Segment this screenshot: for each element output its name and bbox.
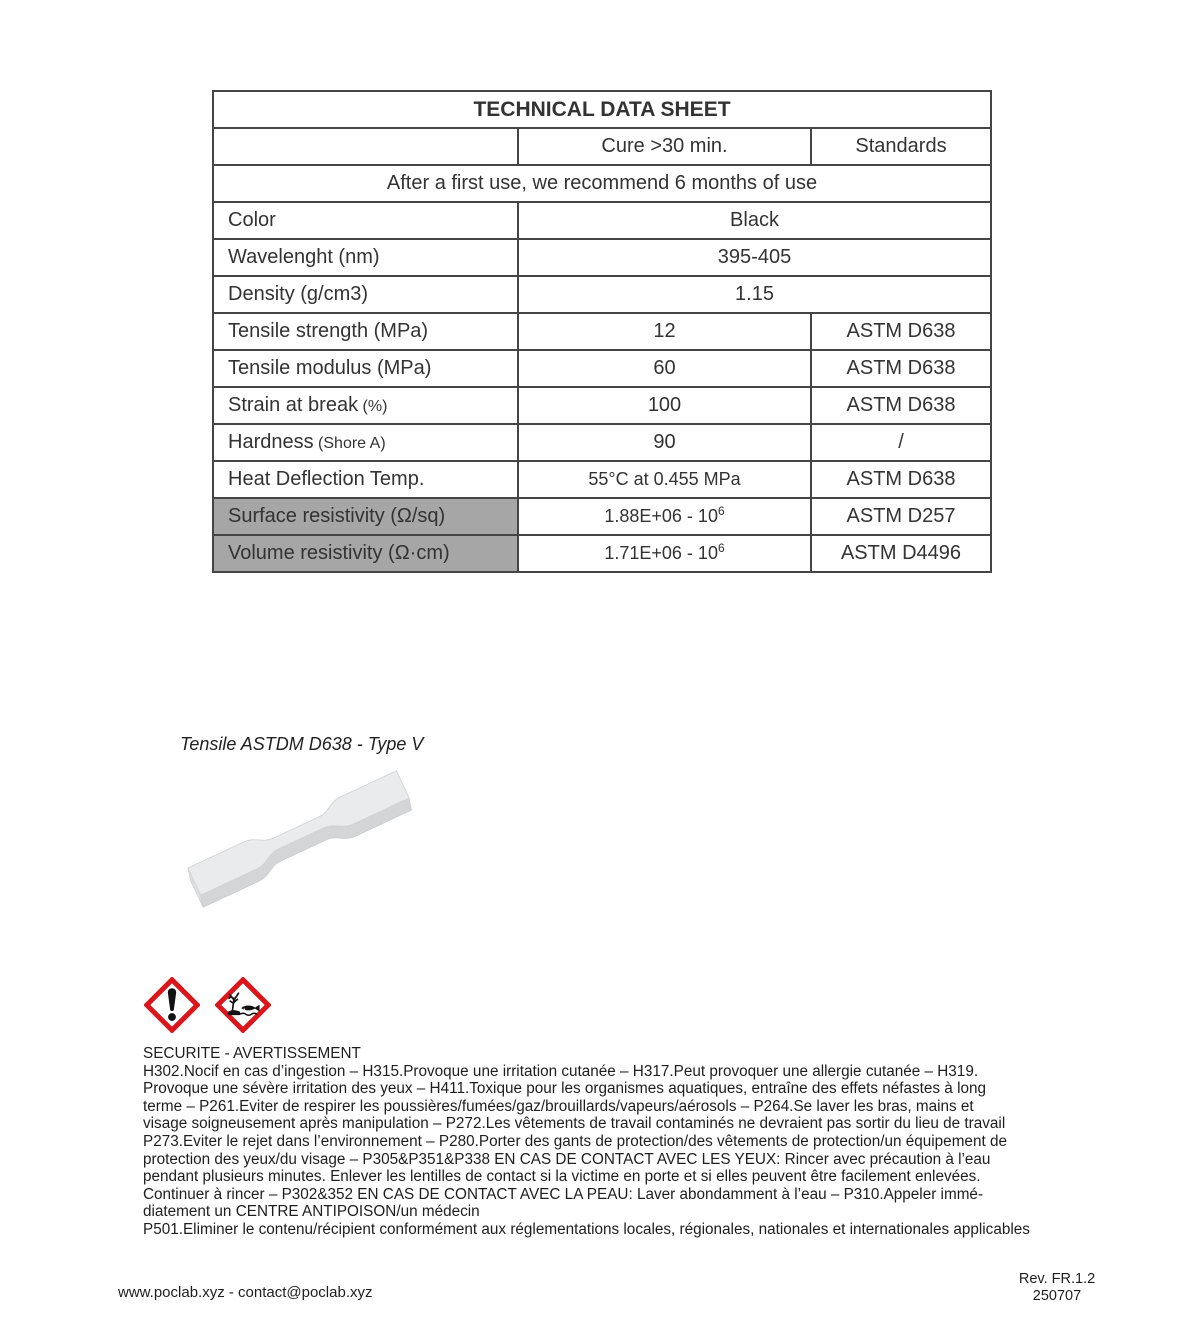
value-superscript: 6 (717, 541, 725, 555)
property-label: Tensile strength (MPa) (213, 313, 518, 350)
safety-heading: SECURITE - AVERTISSEMENT (143, 1045, 361, 1062)
safety-section (143, 1045, 1030, 1239)
property-label-note: (Shore A) (313, 435, 386, 452)
standard-value: ASTM D638 (811, 461, 991, 498)
standard-value: ASTM D638 (811, 387, 991, 424)
table-title: TECHNICAL DATA SHEET (213, 91, 991, 128)
property-value: 395-405 (518, 239, 991, 276)
safety-text-line: visage soigneusement après manipulation – P272.Les vêtements de travail contaminés ne devraient pas sortir du lieu de travail (143, 1115, 1006, 1133)
table-row (213, 313, 991, 350)
table-row (213, 387, 991, 424)
property-value: Black (518, 202, 991, 239)
property-label: Strain at break (%) (213, 387, 518, 424)
standard-value: ASTM D638 (811, 313, 991, 350)
table-row (213, 239, 991, 276)
footer-contact: www.poclab.xyz - contact@poclab.xyz (118, 1284, 373, 1301)
table-row (213, 535, 991, 572)
property-label: Tensile modulus (MPa) (213, 350, 518, 387)
standard-value: ASTM D4496 (811, 535, 991, 572)
footer-revision-date: 250707 (1032, 1288, 1082, 1304)
property-value: 55°C at 0.455 MPa (518, 461, 811, 498)
table-body (213, 202, 991, 572)
table-header-row (213, 128, 991, 165)
table-note: After a first use, we recommend 6 months of use (213, 165, 991, 202)
header-property-cell (213, 128, 518, 165)
standard-value: ASTM D257 (811, 498, 991, 535)
property-label-note: (%) (358, 398, 388, 415)
property-value: 90 (518, 424, 811, 461)
environment-hazard-icon (215, 977, 271, 1033)
property-value: 1.15 (518, 276, 991, 313)
table-row (213, 276, 991, 313)
property-value: 12 (518, 313, 811, 350)
safety-text-line: pendant plusieurs minutes. Enlever les lentilles de contact si la victime en porte et si elles peuvent être facilement enlevées. (143, 1168, 981, 1186)
property-label: Hardness (Shore A) (213, 424, 518, 461)
safety-text-line: Continuer à rincer – P302&352 EN CAS DE CONTACT AVEC LA PEAU: Laver abondamment à l’eau – P310.Appeler immé- (143, 1185, 984, 1203)
specimen-caption: Tensile ASTDM D638 - Type V (180, 734, 424, 754)
property-value: 100 (518, 387, 811, 424)
table-note-row (213, 165, 991, 202)
table-row (213, 498, 991, 535)
table-row (213, 424, 991, 461)
dogbone-specimen-image (178, 766, 418, 916)
safety-text-line: diatement un CENTRE ANTIPOISON/un médecin (143, 1203, 480, 1221)
safety-text-line: Provoque une sévère irritation des yeux – H411.Toxique pour les organismes aquatiques, entraîne des effets néfastes à long (143, 1080, 986, 1098)
safety-text-line: H302.Nocif en cas d’ingestion – H315.Provoque une irritation cutanée – H317.Peut provoquer une allergie cutanée – H319. (143, 1062, 979, 1080)
table-row (213, 461, 991, 498)
table-row (213, 350, 991, 387)
property-label: Surface resistivity (Ω/sq) (213, 498, 518, 535)
property-label: Color (213, 202, 518, 239)
technical-data-table (212, 90, 992, 573)
safety-text-line: P273.Eviter le rejet dans l’environnement – P280.Porter des gants de protection/des vêtements de protection/un équipement de (143, 1132, 1007, 1150)
header-cure-cell: Cure >30 min. (518, 128, 811, 165)
property-value: 60 (518, 350, 811, 387)
property-label: Wavelenght (nm) (213, 239, 518, 276)
value-superscript: 6 (717, 504, 725, 518)
standard-value: / (811, 424, 991, 461)
safety-text-line: protection des yeux/du visage – P305&P351&P338 EN CAS DE CONTACT AVEC LES YEUX: Rincer avec précaution à l’eau (143, 1150, 991, 1168)
specimen-top-face (188, 771, 409, 895)
table-title-row (213, 91, 991, 128)
footer-revision: Rev. FR.1.2 (1018, 1271, 1096, 1287)
standard-value: ASTM D638 (811, 350, 991, 387)
property-label: Volume resistivity (Ω·cm) (213, 535, 518, 572)
safety-text-line: P501.Eliminer le contenu/récipient conformément aux réglementations locales, régionales, nationales et internationales applicables (143, 1220, 1030, 1238)
property-label: Density (g/cm3) (213, 276, 518, 313)
table-row (213, 202, 991, 239)
header-standards-cell: Standards (811, 128, 991, 165)
property-value: $1.71E+06 - 10^6$ (518, 535, 811, 572)
safety-text-line: terme – P261.Eviter de respirer les poussières/fumées/gaz/brouillards/vapeurs/aérosols – P264.Se laver les bras, mains et (143, 1097, 974, 1115)
property-value: $1.88E+06 - 10^6$ (518, 498, 811, 535)
safety-text-block (143, 1063, 1030, 1239)
footer-revision-block (1000, 1271, 1114, 1305)
exclamation-hazard-icon (144, 977, 200, 1033)
property-label: Heat Deflection Temp. (213, 461, 518, 498)
